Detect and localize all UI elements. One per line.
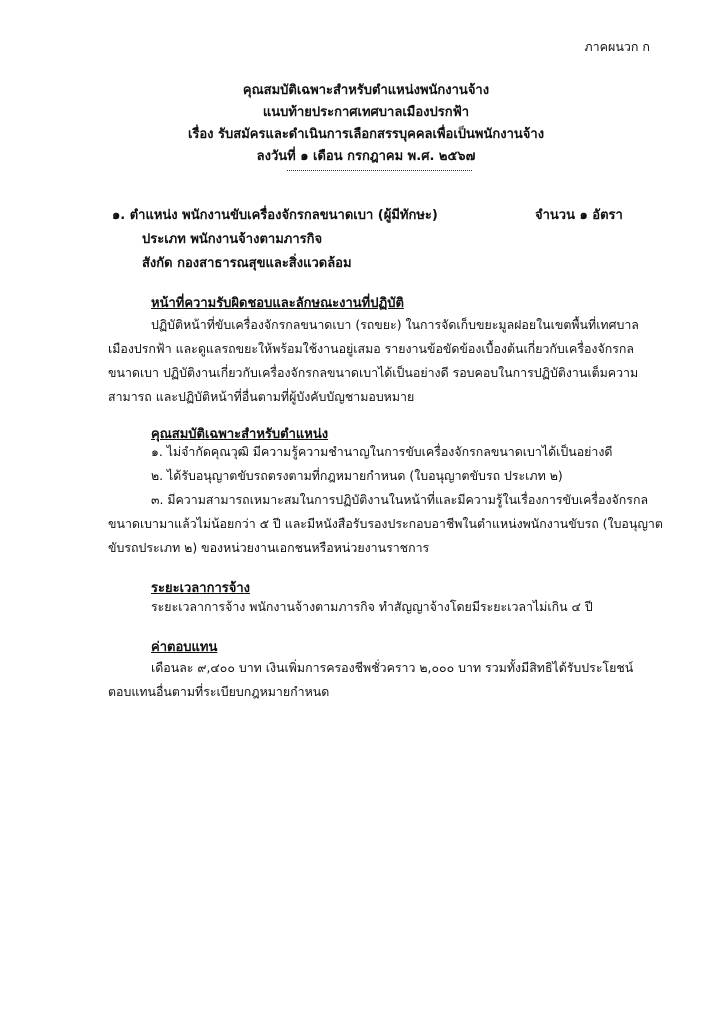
qualification-item-3: ๓. มีความสามารถเหมาะสมในการปฏิบัติงานในหน้าที่และมีความรู้ในเรื่องการขับเครื่องจักรกล [151, 492, 649, 507]
document-header [0, 80, 724, 168]
duties-paragraph [108, 313, 646, 409]
duties-heading: หน้าที่ความรับผิดชอบและลักษณะงานที่ปฏิบัติ [151, 296, 404, 311]
position-type: ประเภท พนักงานจ้างตามภารกิจ [142, 232, 323, 247]
qualification-item-3-end: ขับรถประเภท ๒) ของหน่วยงานเอกชนหรือหน่วยงานราชการ [108, 540, 430, 555]
duties-text: ปฏิบัติหน้าที่ขับเครื่องจักรกลขนาดเบา (รถขยะ) ในการจัดเก็บขยะมูลฝอยในเขตพื้นที่เทศบาลเมืองปรกฟ้า และดูแลรถขยะให้พร้อมใช้งานอยู่เสมอ รายงานข้อขัดข้องเบื้องต้นเกี่ยวกับเครื่องจักรกลขนาดเบา ปฏิบัติงานเกี่ยวกับเครื่องจักรกลขนาดเบาได้เป็นอย่างดี รอบคอบในการปฏิบัติงานเต็มความสามารถ และปฏิบัติหน้าที่อื่นตามที่ผู้บังคับบัญชามอบหมาย [108, 317, 639, 404]
annex-label: ภาคผนวก ก [584, 39, 650, 54]
header-subject: เรื่อง รับสมัครและดำเนินการเลือกสรรบุคคลเพื่อเป็นพนักงานจ้าง [187, 127, 545, 142]
compensation-paragraph [108, 656, 646, 704]
header-title: คุณสมบัติเฉพาะสำหรับตำแหน่งพนักงานจ้าง [242, 83, 490, 98]
position-title: ๑. ตำแหน่ง พนักงานขับเครื่องจักรกลขนาดเบา (ผู้มีทักษะ) [112, 208, 438, 223]
position-count: จำนวน ๑ อัตรา [535, 208, 623, 223]
qualification-item-1: ๑. ไม่จำกัดคุณวุฒิ มีความรู้ความชำนาญในการขับเครื่องจักรกลขนาดเบาได้เป็นอย่างดี [151, 444, 613, 459]
compensation-heading: ค่าตอบแทน [151, 640, 218, 655]
term-text: ระยะเวลาการจ้าง พนักงานจ้างตามภารกิจ ทำสัญญาจ้างโดยมีระยะเวลาไม่เกิน ๔ ปี [151, 599, 593, 614]
term-heading: ระยะเวลาการจ้าง [151, 581, 250, 596]
qualification-item-3-cont: ขนาดเบามาแล้วไม่น้อยกว่า ๕ ปี และมีหนังสือรับรองประกอบอาชีพในตำแหน่งพนักงานขับรถ (ใบอนุญาต [108, 516, 663, 531]
header-divider [287, 170, 472, 171]
header-subtitle: แนบท้ายประกาศเทศบาลเมืองปรกฟ้า [262, 105, 470, 120]
compensation-text: เดือนละ ๙,๔๐๐ บาท เงินเพิ่มการครองชีพชั่วคราว ๒,๐๐๐ บาท รวมทั้งมีสิทธิได้รับประโยชน์ตอบแทนอื่นตามที่ระเบียบกฎหมายกำหนด [108, 660, 634, 699]
position-agency: สังกัด กองสาธารณสุขและสิ่งแวดล้อม [142, 256, 352, 271]
qualifications-heading: คุณสมบัติเฉพาะสำหรับตำแหน่ง [151, 427, 329, 442]
qualification-item-2: ๒. ได้รับอนุญาตขับรถตรงตามที่กฎหมายกำหนด (ใบอนุญาตขับรถ ประเภท ๒) [151, 468, 563, 483]
header-date: ลงวันที่ ๑ เดือน กรกฎาคม พ.ศ. ๒๕๖๗ [256, 149, 476, 164]
